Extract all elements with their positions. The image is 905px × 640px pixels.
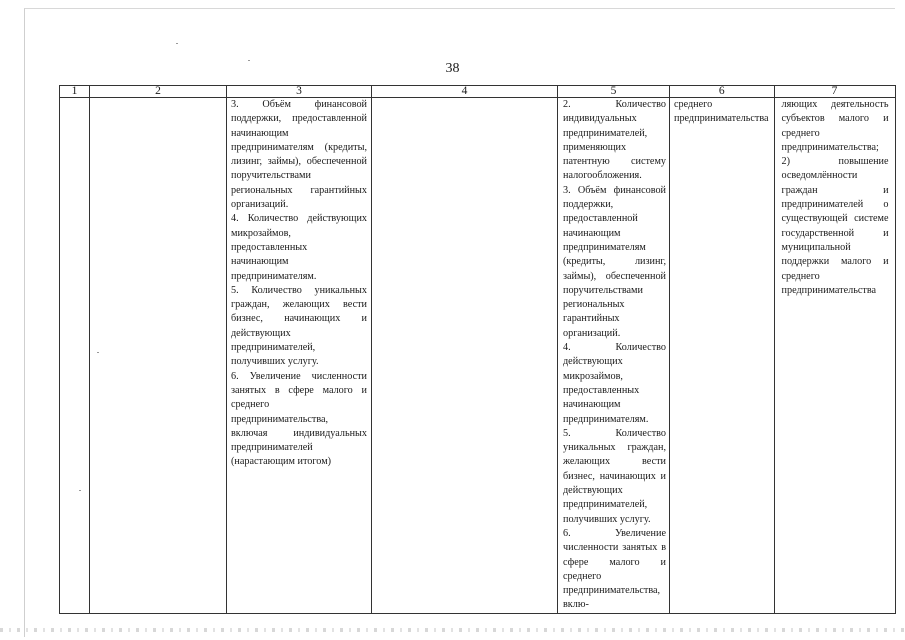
page-number: 38 — [445, 61, 460, 76]
list-item: 3. Объём финансовой поддержки, предоставленной начинающим предпринимателям (кредиты, лизинг, займы), обеспеченной поручительствами региональных гарантийных организаций. — [231, 99, 367, 211]
scan-noise — [0, 628, 905, 632]
list-item: 3. Объём финансовой поддержки, предоставленной начинающим предпринимателям (кредиты, лизинг, займы), обеспеченной поручительствами региональных гарантийных организаций. — [563, 184, 666, 339]
scan-speck — [97, 352, 99, 353]
document-table — [59, 85, 896, 614]
header-col-5: 5 — [558, 86, 670, 98]
cell-col-4 — [372, 98, 558, 614]
list-item: 4. Количество действующих микрозаймов, предоставленных начинающим предпринимателям. — [231, 213, 367, 282]
header-row — [60, 86, 896, 98]
list-item: ляющих деятельность субъектов малого и среднего предпринимательства; — [781, 99, 889, 153]
header-col-6: 6 — [670, 86, 775, 98]
header-col-3: 3 — [227, 86, 372, 98]
table-row — [60, 98, 896, 614]
cell-col-2 — [90, 98, 227, 614]
indicators-list-col3 — [227, 98, 371, 470]
scan-speck — [176, 43, 178, 44]
list-item: 2. Количество индивидуальных предпринимателей, применяющих патентную систему налогообложения. — [563, 99, 666, 182]
scan-speck — [79, 490, 81, 491]
results-list-col7 — [775, 98, 895, 298]
scan-speck — [248, 60, 250, 61]
cell-col-5 — [558, 98, 670, 614]
header-col-1: 1 — [60, 86, 90, 98]
list-item: 2) повышение осведомлённости граждан и предпринимателей о существующей системе государственной и муниципальной поддержки малого и среднего предпринимательства — [781, 156, 889, 296]
indicators-list-col5 — [558, 98, 669, 613]
cell-text-col6: среднего предпринимательства — [674, 99, 769, 125]
header-col-7: 7 — [774, 86, 895, 98]
header-col-2: 2 — [90, 86, 227, 98]
cell-col-6 — [670, 98, 775, 614]
list-item: 6. Увеличение численности занятых в сфере малого и среднего предпринимательства, включая индивидуальных предпринимателей (нарастающим итогом) — [231, 370, 367, 468]
header-col-4: 4 — [372, 86, 558, 98]
cell-col-3 — [227, 98, 372, 614]
cell-col-7 — [774, 98, 895, 614]
list-item: 5. Количество уникальных граждан, желающих вести бизнес, начинающих и действующих предпринимателей, получивших услугу. — [231, 284, 367, 368]
list-item: 6. Увеличение численности занятых в сфере малого и среднего предпринимательства, вклю- — [563, 527, 666, 611]
list-item: 5. Количество уникальных граждан, желающих вести бизнес, начинающих и действующих предпринимателей, получивших услугу. — [563, 427, 666, 525]
list-item: 4. Количество действующих микрозаймов, предоставленных начинающим предпринимателям. — [563, 342, 666, 425]
cell-col-1 — [60, 98, 90, 614]
